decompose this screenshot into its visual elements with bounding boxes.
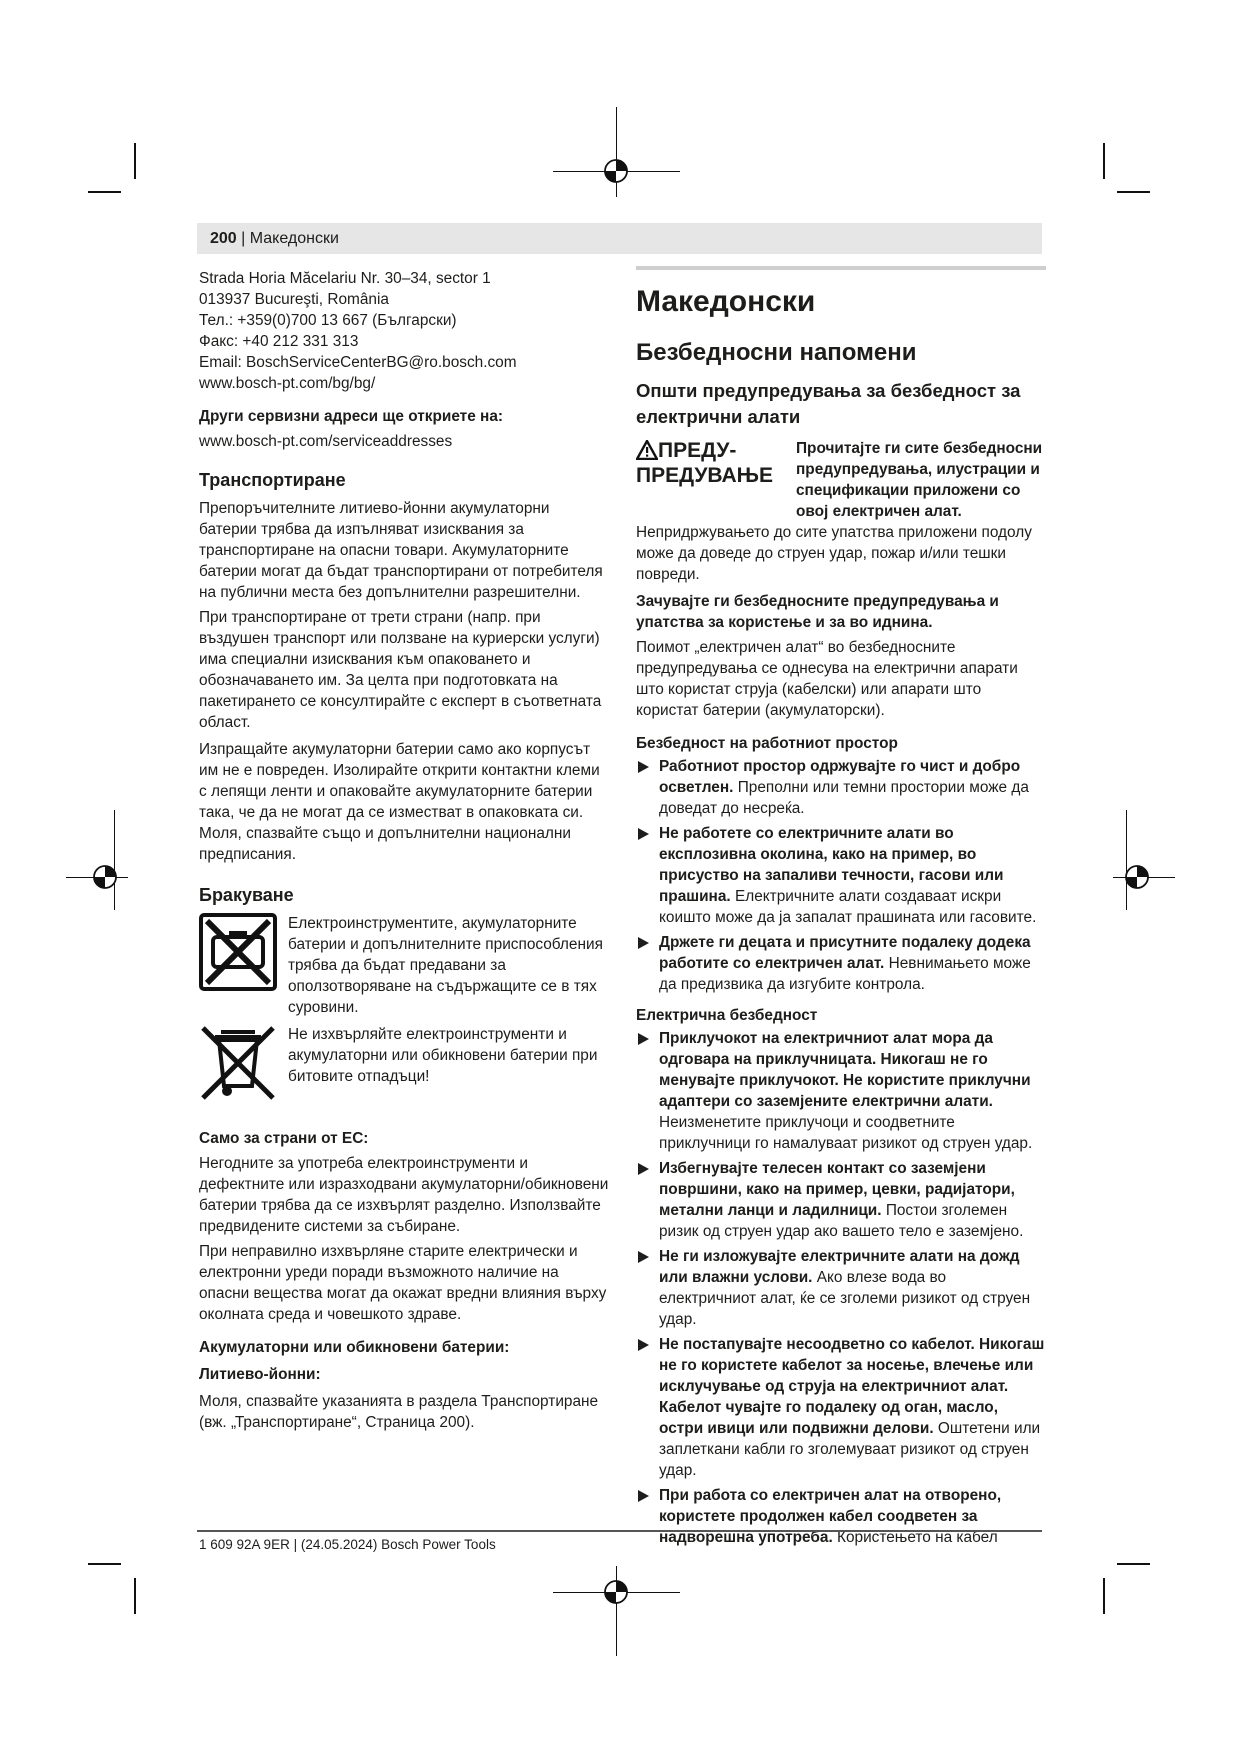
bullet-triangle-icon (638, 761, 649, 773)
item-normal: Електричните алати создаваат искри коишто може да ја запалат прашината или гасовите. (659, 888, 1037, 926)
disposal-row (199, 1024, 609, 1102)
item-normal: Преполни или темни простории може да доведат до несреќа. (659, 779, 1029, 817)
bullet-triangle-icon (638, 937, 649, 949)
footer-rule (197, 1530, 1042, 1532)
eu-label: Само за страни от ЕС: (199, 1130, 369, 1147)
item-bold: При работа со електричен алат на отворено, користете продолжен кабел соодветен за надворешна употреба. (659, 1487, 1002, 1546)
electrical-list (636, 1028, 1046, 1548)
list-item (636, 1028, 1046, 1154)
address-line: Strada Horia Măcelariu Nr. 30–34, sector 1 (199, 270, 491, 287)
item-normal: Ако влезе вода во електричниот алат, ќе се зголеми ризикот од струен удар. (659, 1269, 1031, 1328)
list-item (636, 756, 1046, 819)
electrical-heading: Електрична безбедност (636, 1007, 818, 1024)
crop-mark (1126, 810, 1127, 910)
header-separator: | (241, 230, 246, 247)
crop-mark (88, 191, 121, 193)
crop-mark (1103, 143, 1105, 179)
item-bold: Не постапувајте несоодветно со кабелот. Никогаш не го користете кабелот за носење, влечење или исклучување од струја на електричниот алат. Кабелот чувајте го подалеку од оган, масло, остри ивици или подвижни делови. (659, 1336, 1045, 1437)
keep-instructions: Зачувајте ги безбедносните предупредувања и упатства за користење и за во иднина. (636, 593, 999, 631)
warning-label-line2: ПРЕДУВАЊЕ (636, 464, 773, 487)
item-normal: Невнимањето може да предизвика да изгубите контрола. (659, 955, 1031, 993)
bullet-triangle-icon (638, 1251, 649, 1263)
other-addresses-label: Други сервизни адреси ще откриете на: (199, 408, 504, 425)
warning-triangle-icon (636, 440, 658, 460)
work-area-list (636, 756, 1046, 995)
registration-mark-icon (1124, 864, 1150, 890)
page-footer: 1 609 92A 9ER | (24.05.2024) Bosch Power Tools (199, 1537, 496, 1552)
address-line: 013937 Bucureşti, România (199, 291, 389, 308)
crop-mark (134, 1578, 136, 1614)
section-rule (636, 266, 1046, 270)
crop-mark (1117, 191, 1150, 193)
address-line: www.bosch-pt.com/bg/bg/ (199, 375, 376, 392)
item-bold: Избегнувајте телесен контакт со заземјени површини, како на пример, цевки, радијатори, метални ланци и ладилници. (659, 1160, 1015, 1219)
registration-mark-icon (603, 1579, 629, 1605)
item-normal: Неизменетите приклучоци и соодветните приклучници го намалуваат ризикот од струен удар. (659, 1114, 1033, 1152)
warning-normal-text: Непридржувањето до сите упатства приложени подолу може да доведе до струен удар, пожар и/или тешки повреди. (636, 524, 1032, 583)
disposal-heading: Бракуване (199, 885, 294, 905)
list-item (636, 1158, 1046, 1242)
right-column (636, 266, 1046, 1552)
transport-paragraph: Изпращайте акумулаторни батерии само ако корпусът им не е повреден. Изолирайте открити контактни клеми с лепящи ленти и опаковайте акумулаторните батерии така, че да не могат да се изместват в опаковката си. Моля, спазвайте също и допълнителни национални предписания. (199, 741, 600, 863)
left-column (199, 268, 609, 1433)
item-bold: Не ги изложувајте електричните алати на дожд или влажни услови. (659, 1248, 1020, 1286)
eu-paragraph: Негодните за употреба електроинструменти и дефектните или изразходвани акумулаторни/обикновени батерии трябва да се изхвърлят разделно. Използвайте предвидените системи за събиране. (199, 1155, 609, 1235)
list-item (636, 1334, 1046, 1481)
list-item (636, 823, 1046, 928)
section-title: Безбедносни напомени (636, 339, 917, 366)
crop-mark (114, 810, 115, 910)
page-number: 200 (210, 230, 237, 247)
item-bold: Не работете со електричните алати во експлозивна околина, како на пример, во присуство на запаливи течности, гасови или прашина. (659, 825, 1004, 905)
bullet-triangle-icon (638, 1490, 649, 1502)
warning-bold-text: Прочитајте ги сите безбедносни предупредувања, илустрации и спецификации приложени со овој електричен алат. (796, 440, 1043, 520)
item-normal: Оштетени или заплеткани кабли го зголемуваат ризикот од струен удар. (659, 1420, 1041, 1479)
language-title: Македонски (636, 285, 816, 318)
subsection-title: Општи предупредувања за безбедност за електрични алати (636, 380, 1021, 427)
transport-heading: Транспортиране (199, 470, 346, 490)
work-area-heading: Безбедност на работниот простор (636, 735, 898, 752)
batteries-label: Акумулаторни или обикновени батерии: (199, 1339, 510, 1356)
list-item (636, 932, 1046, 995)
list-item (636, 1485, 1046, 1548)
header-section: Македонски (249, 230, 339, 247)
item-normal: Постои зголемен ризик од струен удар ако вашето тело е заземјено. (659, 1202, 1024, 1240)
address-line: Email: BoschServiceCenterBG@ro.bosch.com (199, 354, 517, 371)
crossed-wheelie-bin-icon (199, 1024, 277, 1102)
item-normal: Користењето на кабел (837, 1529, 998, 1546)
li-ion-label: Литиево-йонни: (199, 1366, 321, 1383)
item-bold: Работниот простор одржувајте го чист и добро осветлен. (659, 758, 1021, 796)
disposal-row (199, 913, 609, 1018)
crop-mark (88, 1563, 121, 1565)
term-definition: Поимот „електричен алат“ во безбедносните предупредувања се однесува на електрични апарати што користат струја (кабелски) или апарати што користат батерии (акумулаторски). (636, 639, 1018, 719)
disposal-text: Електроинструментите, акумулаторните батерии и допълнителните приспособления трябва да бъдат предавани за оползотворяване на съдържащите се в тях суровини. (288, 915, 603, 1016)
item-bold: Приклучокот на електричниот алат мора да одговара на приклучницата. Никогаш не го менувајте приклучокот. Не користите приклучни адаптери со заземјените електрични алати. (659, 1030, 1031, 1110)
other-addresses-url: www.bosch-pt.com/serviceaddresses (199, 433, 453, 450)
crossed-battery-disposal-icon (199, 913, 277, 991)
list-item (636, 1246, 1046, 1330)
crop-mark (1103, 1578, 1105, 1614)
item-bold: Држете ги децата и присутните подалеку додека работите со електричен алат. (659, 934, 1031, 972)
address-line: Факс: +40 212 331 313 (199, 333, 359, 350)
registration-mark-icon (92, 864, 118, 890)
warning-block (636, 438, 1046, 522)
transport-paragraph: При транспортиране от трети страни (напр. при въздушен транспорт или ползване на куриерски услуги) има специални изисквания към опаковането и обозначаването им. За целта при подготовката на пакетирането се консултирайте с експерт в съответната област. (199, 609, 602, 731)
registration-mark-icon (603, 158, 629, 184)
bullet-triangle-icon (638, 1163, 649, 1175)
page-header (197, 223, 1042, 254)
bullet-triangle-icon (638, 1339, 649, 1351)
disposal-text: Не изхвърляйте електроинструменти и акумулаторни или обикновени батерии при битовите отпадъци! (288, 1026, 598, 1085)
address-line: Тел.: +359(0)700 13 667 (Български) (199, 312, 457, 329)
crop-mark (1117, 1563, 1150, 1565)
warning-label (636, 438, 796, 522)
bullet-triangle-icon (638, 828, 649, 840)
transport-paragraph: Препоръчителните литиево-йонни акумулаторни батерии трябва да изпълняват изисквания за транспортиране на опасни товари. Акумулаторните батерии могат да бъдат транспортирани от потребителя на публични места без допълнителни разрешителни. (199, 500, 603, 601)
bullet-triangle-icon (638, 1033, 649, 1045)
li-ion-text: Моля, спазвайте указанията в раздела Транспортиране (вж. „Транспортиране“, Страница 200). (199, 1393, 599, 1431)
warning-label-line1: ПРЕДУ- (658, 439, 737, 462)
eu-paragraph: При неправилно изхвърляне старите електрически и електронни уреди поради възможното наличие на опасни вещества могат да окажат вредни влияния върху околната среда и човешкото здраве. (199, 1243, 607, 1323)
crop-mark (134, 143, 136, 179)
